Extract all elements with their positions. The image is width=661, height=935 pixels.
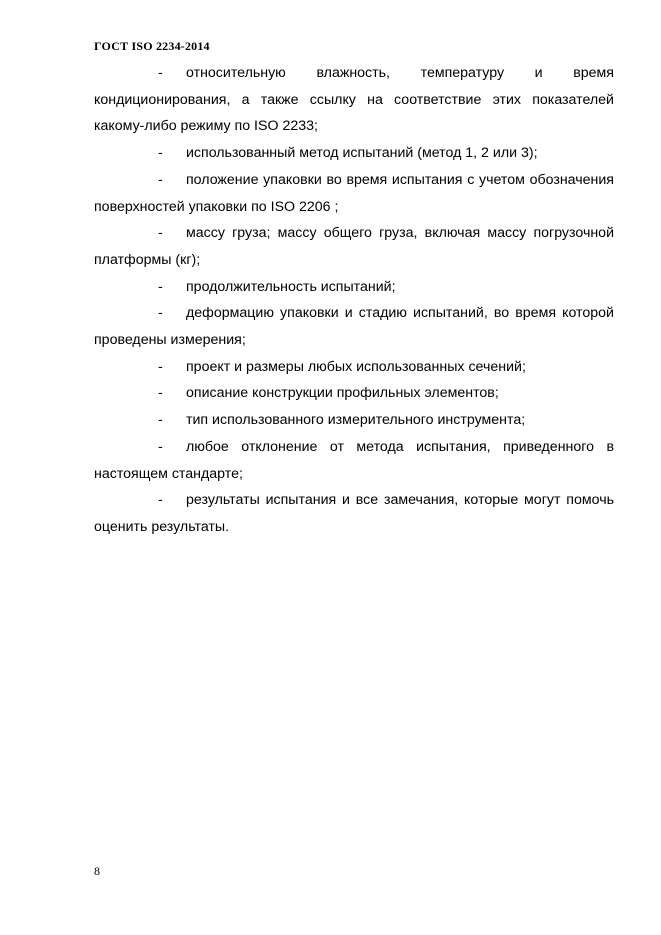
- list-item-text: тип использованного измерительного инструмента;: [186, 412, 526, 429]
- list-item-text: относительную влажность, температуру и время кондиционирования, а также ссылку на соответствие этих показателей какому-либо режиму по ISO 2233;: [94, 65, 614, 135]
- list-dash: -: [158, 65, 163, 81]
- list-item-text: проект и размеры любых использованных сечений;: [186, 358, 526, 375]
- list-item-text: любое отклонение от метода испытания, приведенного в настоящем стандарте;: [94, 438, 614, 482]
- list-dash: -: [158, 145, 163, 162]
- list-item-text: описание конструкции профильных элементов;: [186, 385, 499, 402]
- list-dash: -: [158, 171, 163, 188]
- list-dash: -: [158, 412, 163, 429]
- page-number: 8: [94, 864, 100, 878]
- list-item-text: использованный метод испытаний (метод 1, 2 или 3);: [186, 145, 538, 162]
- list-dash: -: [158, 225, 163, 242]
- document-header: ГОСТ ISO 2234-2014: [94, 39, 210, 53]
- document-body: [94, 60, 614, 541]
- list-item: [94, 60, 614, 140]
- list-dash: -: [158, 358, 163, 375]
- list-dash: -: [158, 385, 163, 402]
- list-item: [94, 407, 614, 434]
- list-item-text: массу груза; массу общего груза, включая массу погрузочной платформы (кг);: [94, 225, 614, 268]
- list-item-text: продолжительность испытаний;: [186, 278, 396, 295]
- list-item: [94, 380, 614, 407]
- list-item-text: результаты испытания и все замечания, которые могут помочь оценить результаты.: [94, 492, 614, 535]
- list-item: [94, 300, 614, 353]
- list-item: [94, 434, 614, 487]
- list-dash: -: [158, 492, 163, 509]
- list-item: [94, 487, 614, 540]
- list-item: [94, 354, 614, 381]
- list-item: [94, 140, 614, 167]
- list-item: [94, 274, 614, 301]
- list-item: [94, 167, 614, 220]
- list-item-text: деформацию упаковки и стадию испытаний, во время которой проведены измерения;: [94, 305, 614, 349]
- list-dash: -: [158, 305, 163, 322]
- list-item-text: положение упаковки во время испытания с учетом обозначения поверхностей упаковки по ISO 2206 ;: [94, 171, 614, 215]
- list-item: [94, 220, 614, 273]
- list-dash: -: [158, 438, 163, 455]
- list-dash: -: [158, 278, 163, 295]
